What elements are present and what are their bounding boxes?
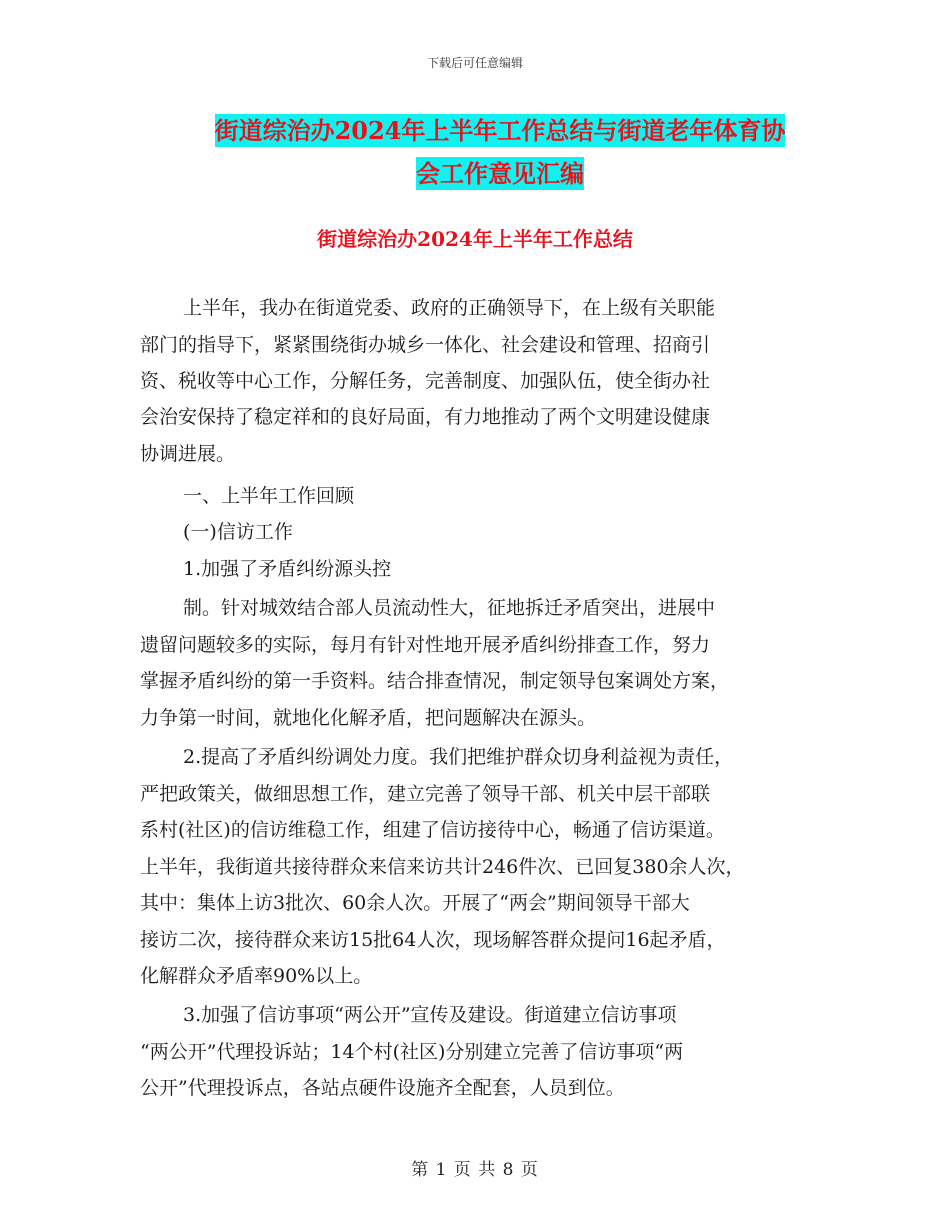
- document-title-line-1: 街道综治办2024年上半年工作总结与街道老年体育协: [214, 116, 786, 145]
- paragraph-line: 公开”代理投诉点，各站点硬件设施齐全配套，人员到位。: [140, 1077, 625, 1099]
- paragraph-line: 会治安保持了稳定祥和的良好局面，有力地推动了两个文明建设健康: [140, 406, 711, 428]
- paragraph-line: 部门的指导下，紧紧围绕街办城乡一体化、社会建设和管理、招商引: [140, 334, 711, 356]
- paragraph-line: 遗留问题较多的实际，每月有针对性地开展矛盾纠纷排查工作，努力: [140, 634, 711, 656]
- paragraph-line: 接访二次，接待群众来访15批64人次，现场解答群众提问16起矛盾，: [140, 929, 726, 951]
- heading-level-1: 一、上半年工作回顾: [183, 485, 355, 507]
- section-title: 街道综治办2024年上半年工作总结: [317, 227, 633, 251]
- paragraph-line: “两公开”代理投诉站；14个村(社区)分别建立完善了信访事项“两: [140, 1041, 684, 1063]
- paragraph-line: 资、税收等中心工作，分解任务，完善制度、加强队伍，使全街办社: [140, 370, 711, 392]
- header-note: 下载后可任意编辑: [426, 56, 523, 70]
- paragraph-line: 上半年，我街道共接待群众来信来访共计246件次、已回复380余人次，: [140, 856, 745, 878]
- paragraph-line: 上半年，我办在街道党委、政府的正确领导下，在上级有关职能: [183, 297, 716, 319]
- paragraph-line: 严把政策关，做细思想工作，建立完善了领导干部、机关中层干部联: [140, 783, 711, 805]
- paragraph-line: 2.提高了矛盾纠纷调处力度。我们把维护群众切身利益视为责任，: [183, 746, 734, 768]
- paragraph-line: 掌握矛盾纠纷的第一手资料。结合排查情况，制定领导包案调处方案，: [140, 670, 730, 692]
- document-title-line-2: 会工作意见汇编: [416, 159, 584, 188]
- paragraph-line: 协调进展。: [140, 443, 236, 465]
- paragraph-line: 3.加强了信访事项“两公开”宣传及建设。街道建立信访事项: [183, 1004, 677, 1026]
- page-number-footer: 第 1 页 共 8 页: [411, 1160, 539, 1180]
- paragraph-line: 系村(社区)的信访维稳工作，组建了信访接待中心，畅通了信访渠道。: [140, 819, 725, 841]
- paragraph-line: 制。针对城效结合部人员流动性大，征地拆迁矛盾突出，进展中: [183, 597, 716, 619]
- paragraph-line: 1.加强了矛盾纠纷源头控: [183, 558, 392, 580]
- paragraph-line: 其中：集体上访3批次、60余人次。开展了“两会”期间领导干部大: [140, 892, 690, 914]
- paragraph-line: 力争第一时间，就地化化解矛盾，把问题解决在源头。: [140, 707, 597, 729]
- paragraph-line: 化解群众矛盾率90%以上。: [140, 965, 373, 987]
- heading-level-2: (一)信访工作: [183, 521, 293, 543]
